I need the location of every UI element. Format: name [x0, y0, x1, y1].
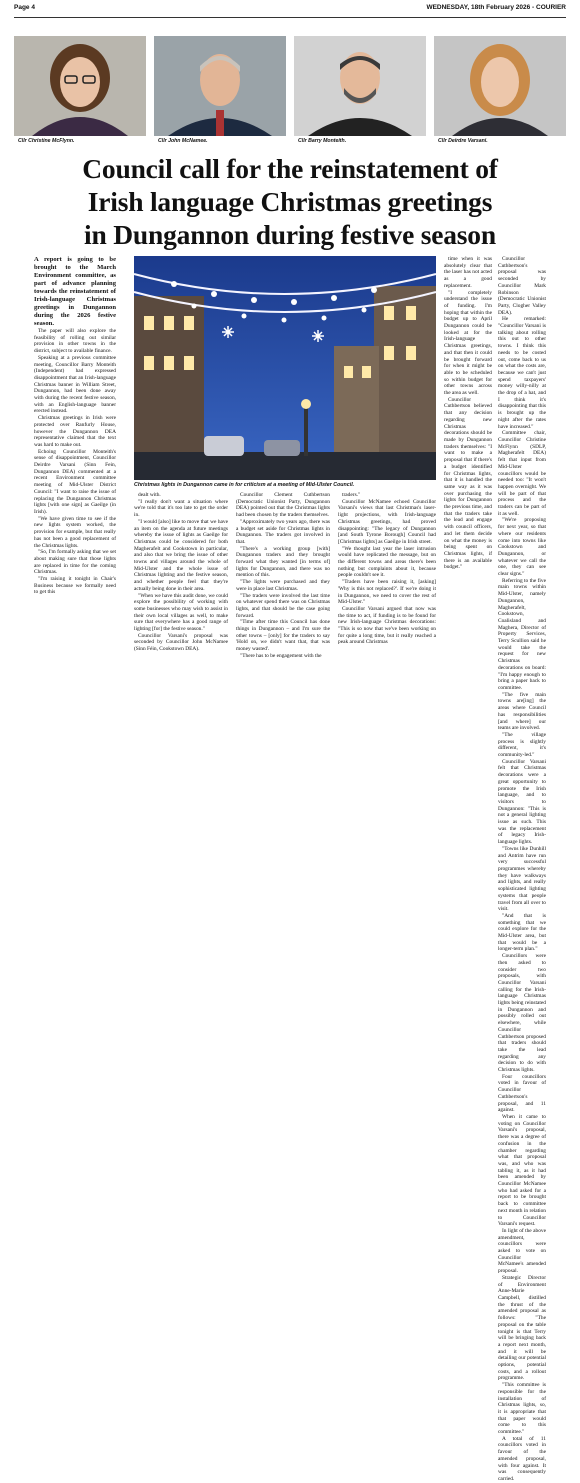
issue-date: WEDNESDAY, 18th February 2026 - COURIER — [426, 4, 566, 11]
paragraph: time when it was absolutely clear that the laser has not acted as a good replacement. — [444, 256, 492, 289]
photo-caption: Cllr Christine McFlynn. — [18, 138, 75, 144]
article-column-3 — [236, 492, 330, 728]
paragraph: "I really don't want a situation where we're told that it's too late to get the order in. — [134, 498, 228, 519]
paragraph: "Approximately two years ago, there was a budget set aside for Christmas lights in Dungannon. The traders got involved in that. — [236, 518, 330, 545]
paragraph: Echoing Councillor Monteith's sense of disappointment, Councillor Deirdre Varsani (Sinn Fein, Dungannon DEA) commented at a recent Environment committee meeting of Mid-Ulster District Council: "I want to raise the issue of replacing the Dungannon Christmas lights [with one sign] as Gaeilge (in Irish). — [34, 448, 116, 515]
paragraph: The paper will also explore the feasibility of rolling out similar provision in other towns in the district, subject to available finance. — [34, 328, 116, 355]
paragraph: "There's a working group [with] Dungannon traders and they brought forward what they wanted [in terms of] lights for Dungannon, and there was no mention of this. — [236, 545, 330, 579]
article-column-6 — [498, 256, 546, 1482]
headline-line: Council call for the reinstatement of — [82, 153, 498, 184]
paragraph: "Traders have been raising it, [asking] 'Why is this not replaced?'. If we're doing it in Dungannon, we need to cover the rest of Mid-Ulster." — [338, 579, 436, 606]
headline-line: in Dungannon during festive season — [84, 219, 496, 250]
paragraph: "I completely understand the issue of funding. I'm hoping that within the budget up to April Dungannon could be looked at for the Irish-language Christmas greetings, and that then it could be brought forward for when it might be able to be scheduled so within budget for other towns across the area as well. — [444, 289, 492, 397]
paragraph: "This committee is responsible for the installation of Christmas lights, so, it is appropriate that that paper would come to this committee." — [498, 1382, 546, 1436]
paragraph: Councillor McNamee echoed Councillor Varsani's views that last Christmas's laser-light projections, with Irish-language Christmas greetings, had proved disappointing: "The legacy of Dungannon [and South Tyrone Borough] Council had [Christmas lights] as Gaeilge in Irish street. — [338, 498, 436, 545]
paragraph: "When we have this audit done, we could explore the possibility of working with some businesses who may wish to assist in their own local villages as well, to make sure that everywhere has a good range of lighting [for] the festive season." — [134, 592, 228, 633]
paragraph: "There has to be engagement with the — [240, 652, 322, 659]
councillor-photos — [14, 36, 566, 144]
paragraph: A total of 11 councillors voted in favour of the amended proposal, with four against. It was consequently carried. — [498, 1435, 546, 1482]
paragraph: "Towns like Dunhill and Antrim have run very successful programmes whereby they have walkways and lights, and really sophisticated lighting systems that people travel from all over to visit. — [498, 845, 546, 913]
paragraph: "The village process is slightly different, it's community-led." — [498, 731, 546, 759]
paragraph: "I would [also] like to move that we have an item on the agenda at future meetings whereby the issue of lights as Gaeilge for Christmas could be considered for both Magherafelt and Cookstown in particular, and also that we bring the issue of other towns and villages around the whole of Mid-Ulster and the whole issue of Christmas lighting and the festive season, and whether people feel that they're actually being done in their area. — [134, 518, 228, 592]
page-number: Page 4 — [14, 4, 35, 11]
paragraph: Councillors were then asked to consider two proposals, with Councillor Varsani calling for the Irish-language Christmas lights being reinstated in Dungannon and possibly rolled out elsewhere, while Councillor Cuthbertson proposed that traders should take the lead regarding any decision to do with Christmas lights. — [498, 953, 546, 1074]
page-header — [14, 4, 566, 18]
paragraph: "And that is something that we could explore for the Mid-Ulster area, but that would be a longer-term plan." — [498, 912, 546, 953]
paragraph: "We have given time to see if the new lights system worked, the provision for example, but that really has not been a good replacement of the Christmas lights. — [34, 515, 116, 549]
paragraph: Councillor Cuthbertson believed that any decision regarding new Christmas decorations should be made by Dungannon traders themselves: "I want to make a proposal that if there's a budget identified for Christmas lights, that it is handled the same way as it was over purchasing the lights for Dungannon the previous time, and that the traders take the lead and engage with council officers, and let them decide on what the money is being spent on Christmas lights, if there is an available budget." — [444, 396, 492, 571]
paragraph: "I'm raising it tonight in Chair's Business because we formally need to get this — [34, 576, 116, 596]
paragraph: He remarked: "Councillor Varsani is talking about rolling this out to other towns. I think this needs to be costed out, come back to us on what the costs are, because we can't just spend taxpayers' money willy-nilly at the drop of a hat, and I think it's disappointing that this is brought up the night after the rates have increased." — [498, 316, 546, 430]
paragraph: traders." — [342, 492, 361, 498]
article-column-4 — [338, 492, 436, 728]
paragraph: "The traders were involved the last time on whatever spend there was on Christmas lights, and that should be the case going forward. — [236, 592, 330, 619]
portrait-man-icon — [154, 36, 286, 136]
paragraph: "The lights were purchased and they were in place last Christmas. — [236, 579, 330, 592]
article-headline — [30, 152, 550, 251]
photo-caption: Cllr Deirdre Varsani. — [438, 138, 488, 144]
portrait-woman-glasses-icon — [14, 36, 146, 136]
paragraph: "We thought last year the laser intrusion would have replicated the message, but on the different towns and areas there's been nothing but complaints about it, because people couldn't see it. — [338, 545, 436, 579]
paragraph: Referring to the five main towns within Mid-Ulster, namely Dungannon, Magherafelt, Cookstown, Coalisland and Maghera, Director of Property Services, Terry Scullion said he would take the request for new Christmas decorations on board: "I'm happy enough to bring a paper back to committee. — [498, 577, 546, 691]
paragraph: "Time after time this Council has done things in Dungannon – and I'm sure the other towns – [only] for the traders to say 'Hold on, we didn't want that, that was money wasted'. — [236, 619, 330, 653]
paragraph: dealt with. — [138, 492, 161, 498]
paragraph: When it came to voting on Councillor Varsani's proposal, there was a degree of confusion in the chamber regarding what that proposal was, and who was tabling it, as it had been amended by Councillor McNamee who had asked for a report to be brought back to committee next month in relation to Councillor Varsani's request. — [498, 1114, 546, 1228]
paragraph: Strategic Director of Environment Anne-Marie Campbell, distilled the thrust of the amended proposal as follows: "The proposal on the table tonight is that Terry will be bringing back a report next month, and it will be detailing our potential options, potential costs, and a rollout programme. — [498, 1274, 546, 1382]
christmas-street-icon — [134, 256, 436, 480]
photo-mcflynn — [14, 36, 146, 144]
paragraph: Christmas greetings in Irish were protected over Ranfurly House, however the Dungannon DEA representative claimed that the text was hard to make out. — [34, 415, 116, 448]
paragraph: Councillor Cuthbertson's proposal was seconded by Councillor Mark Robinson (Democratic Unionist Party, Clogher Valley DEA). — [498, 256, 546, 316]
paragraph: Four councillors voted in favour of Councillor Cuthbertson's proposal, and 11 against. — [498, 1073, 546, 1114]
paragraph: "So, I'm formally asking that we set about making sure that those lights are replaced in time for the coming Christmas. — [34, 549, 116, 576]
paragraph: In light of the above amendment, councillors were asked to vote on Councillor McNamee's amended proposal. — [498, 1227, 546, 1275]
lead-paragraph: A report is going to be brought to the March Environment committee, as part of advance planning towards the reinstatement of Irish-language Christmas greetings in Dungannon during the 2026 festive season. — [34, 256, 116, 327]
photo-mcnamee — [154, 36, 286, 144]
photo-caption: Cllr Barry Monteith. — [298, 138, 347, 144]
paragraph: Committee chair, Councillor Christine McFlynn (SDLP, Magherafelt DEA) felt that input from Mid-Ulster councillors would be needed too: "It won't happen overnight. We will be part of that process and the traders can be part of it as well. — [498, 430, 546, 517]
christmas-lights-photo — [134, 256, 436, 480]
paragraph: Councillor Varsani argued that now was the time to act, if funding is to be found for new Irish-language Christmas decorations: "This is so now that we've been working on for quite a long time, but it really reached a peak around Christmas — [338, 605, 436, 646]
photo-monteith — [294, 36, 426, 144]
image-caption: Christmas lights in Dungannon came in for criticism at a meeting of Mid-Ulster Council. — [134, 482, 355, 488]
portrait-man-icon — [294, 36, 426, 136]
article-column-1 — [34, 256, 116, 726]
photo-caption: Cllr John McNamee. — [158, 138, 208, 144]
paragraph: Speaking at a previous committee meeting, Councillor Barry Monteith (Independent) had expressed disappointment that an Irish-language Christmas banner in William Street, Dungannon, had been done away with during the recent festive season, with an English-language banner erected instead. — [34, 354, 116, 415]
article-column-5 — [444, 256, 492, 726]
paragraph: "The five main towns are[ing] the areas where Council has responsibilities [and where] our teams are involved. — [498, 691, 546, 732]
headline-line: Irish language Christmas greetings — [87, 186, 493, 217]
photo-varsani — [434, 36, 566, 144]
paragraph: "We're proposing for next year, so that where our residents come into towns like Cookstown and Dungannon, or whatever we call the one, they can see clear signs." — [498, 517, 546, 578]
paragraph: Councillor Varsani's proposal was seconded by Councillor John McNamee (Sinn Féin, Cookstown DEA). — [134, 632, 228, 653]
paragraph: Councillor Varsani felt that Christmas decorations were a great opportunity to promote the Irish language, and to visitors to Dungannon: "This is not a general lighting issue as such. This was the replacement of legacy Irish-language lights. — [498, 758, 546, 846]
article-column-2 — [134, 492, 228, 728]
portrait-woman-icon — [434, 36, 566, 136]
paragraph: Councillor Clement Cuthbertson (Democratic Unionist Party, Dungannon DEA) pointed out that the Christmas lights had been chosen by the traders themselves. — [236, 492, 330, 519]
